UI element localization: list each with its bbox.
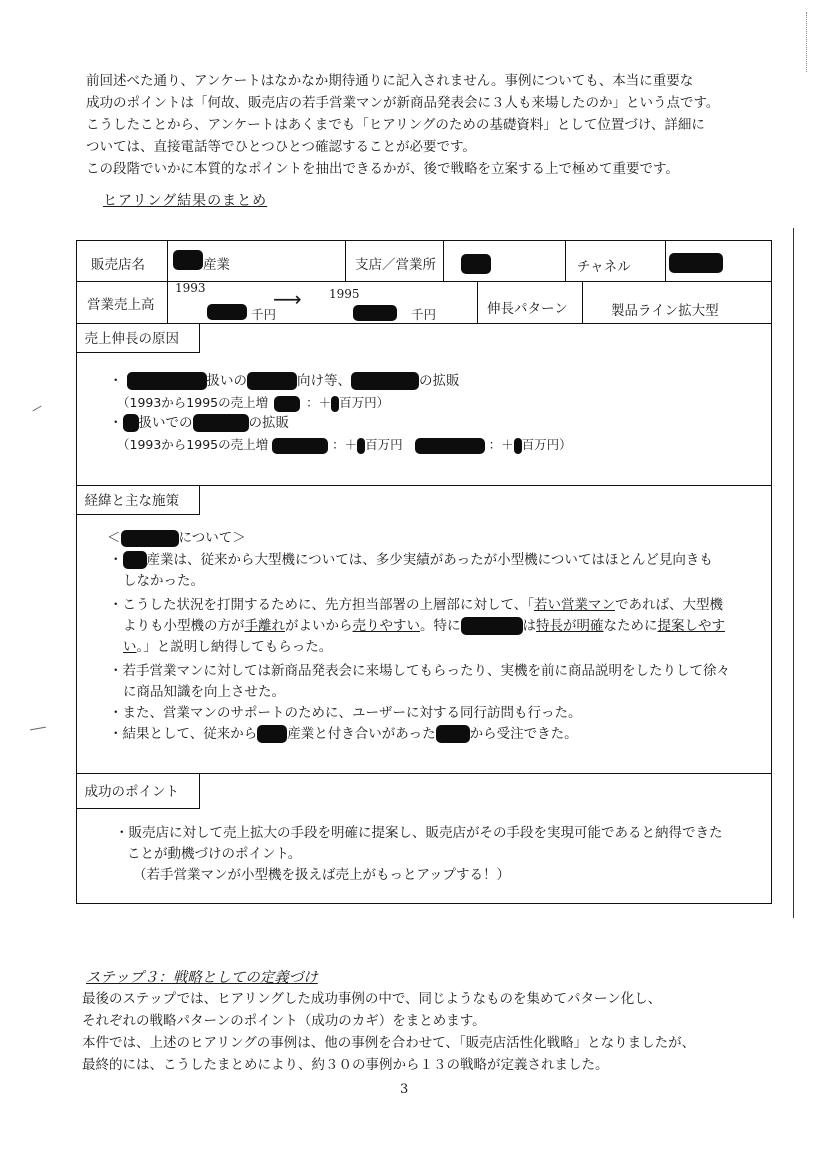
redaction xyxy=(514,438,522,454)
margin-mark xyxy=(32,406,41,412)
year-from: 1993 xyxy=(175,281,206,295)
cause-text: ：＋ xyxy=(332,437,358,452)
redaction xyxy=(436,725,470,743)
step-heading: ステップ３：戦略としての定義づけ xyxy=(86,970,318,986)
sales-label: 営業売上高 xyxy=(87,297,155,313)
divider xyxy=(477,281,478,323)
measures-text: ＜ xyxy=(107,530,121,546)
measures-label: 経緯と主な施策 xyxy=(76,485,200,515)
measures-text: ・こうした状況を打開するために、先方担当部署の上層部に対して、「 xyxy=(109,597,534,613)
divider xyxy=(167,241,168,281)
divider xyxy=(665,241,666,281)
cause-text: 百万円） xyxy=(339,395,390,410)
divider xyxy=(443,241,444,281)
cause-text: 扱いでの xyxy=(138,415,193,431)
measures-text: 売りやすい xyxy=(352,618,420,634)
measures-text: について＞ xyxy=(178,530,246,546)
redaction xyxy=(351,372,419,390)
cause-text: の拡販 xyxy=(248,415,289,431)
measures-text: 手離れ xyxy=(244,618,285,634)
measures-text: がよいから xyxy=(285,618,353,634)
store-name-label: 販売店名 xyxy=(91,257,145,273)
cause-text: （1993から1995の売上増 xyxy=(117,395,269,410)
redaction xyxy=(247,372,297,390)
measures-line xyxy=(123,616,725,637)
cause-line-2 xyxy=(117,392,389,413)
measures-text: 産業は、従来から大型機については、多少実績があったが小型機についてはほとんど見向きも xyxy=(146,552,713,568)
cause-text: （1993から1995の売上増 xyxy=(117,437,269,452)
redaction xyxy=(461,617,523,635)
measures-text: であれば、大型機 xyxy=(614,597,723,613)
measures-line: ・ 産業は、従来から大型機については、多少実績があったが小型機についてはほとんど見向きも xyxy=(109,552,713,568)
cause-text: 百万円） xyxy=(521,437,572,452)
redaction xyxy=(353,305,397,321)
measures-line: に商品知識を向上させた。 xyxy=(123,684,285,700)
cause-label: 売上伸長の原因 xyxy=(76,323,200,353)
hearing-summary-table xyxy=(76,240,772,904)
measures-text: 産業と付き合いがあった xyxy=(287,726,436,742)
success-line: （若手営業マンが小型機を扱えば売上がもっとアップする！） xyxy=(133,867,511,883)
measures-text: から受注できた。 xyxy=(469,726,578,742)
redaction xyxy=(123,551,147,569)
outro-paragraph xyxy=(82,988,695,1076)
redaction xyxy=(193,414,249,432)
redaction xyxy=(669,253,723,273)
measures-text: よりも小型機の方が xyxy=(123,618,245,634)
measures-text: は xyxy=(522,618,536,634)
redaction xyxy=(461,254,491,274)
page-number: 3 xyxy=(400,1082,409,1097)
intro-line: こうしたことから、アンケートはあくまでも「ヒアリングのための基礎資料」として位置づけ、詳細に xyxy=(86,117,705,133)
measures-about xyxy=(107,528,246,549)
growth-pattern-label: 伸長パターン xyxy=(487,301,568,317)
measures-text: 。」と説明し納得してもらった。 xyxy=(136,639,333,655)
measures-text: なために xyxy=(603,618,658,634)
outro-line: それぞれの戦略パターンのポイント（成功のカギ）をまとめます。 xyxy=(82,1013,486,1029)
channel-label: チャネル xyxy=(577,259,631,275)
measures-text: ・結果として、従来から xyxy=(109,726,258,742)
year-to: 1995 xyxy=(329,287,360,301)
measures-line xyxy=(123,637,332,658)
margin-mark xyxy=(30,727,46,731)
measures-text: い xyxy=(123,639,137,655)
measures-text: 特長が明確 xyxy=(536,618,604,634)
unit-from: 千円 xyxy=(251,307,277,322)
growth-pattern-value: 製品ライン拡大型 xyxy=(611,303,719,319)
measures-line xyxy=(109,724,578,745)
redaction xyxy=(357,438,365,454)
measures-text: 。特に xyxy=(420,618,461,634)
redaction xyxy=(272,438,328,454)
cause-text: ：＋ xyxy=(488,437,514,452)
divider xyxy=(345,241,346,281)
store-name-value: 産業 xyxy=(203,257,230,273)
arrow-right-icon: ⟶ xyxy=(273,287,302,311)
section-heading: ヒアリング結果のまとめ xyxy=(103,193,268,209)
cause-line-4 xyxy=(117,434,572,455)
intro-line: 成功のポイントは「何故、販売店の若手営業マンが新商品発表会に３人も来場したのか」という点です。 xyxy=(86,95,720,111)
measures-line xyxy=(109,595,723,616)
intro-paragraph xyxy=(86,70,776,180)
outro-line: 本件では、上述のヒアリングの事例は、他の事例を合わせて、「販売店活性化戦略」となりましたが、 xyxy=(82,1035,696,1051)
redaction xyxy=(127,372,207,390)
redaction xyxy=(415,438,485,454)
measures-line: しなかった。 xyxy=(123,573,204,589)
cause-text: ：＋ xyxy=(306,395,332,410)
redaction xyxy=(121,530,179,547)
outro-line: 最終的には、こうしたまとめにより、約３０の事例から１３の戦略が定義されました。 xyxy=(82,1057,609,1073)
scan-edge-line xyxy=(806,12,807,72)
divider xyxy=(582,281,583,323)
intro-line: ついては、直接電話等でひとつひとつ確認することが必要です。 xyxy=(86,139,476,155)
redaction xyxy=(123,414,139,432)
success-line: ・販売店に対して売上拡大の手段を明確に提案し、販売店がその手段を実現可能であると納得できた xyxy=(115,825,723,841)
redaction xyxy=(331,396,339,412)
success-label: 成功のポイント xyxy=(76,773,200,809)
intro-line: この段階でいかに本質的なポイントを抽出できるかが、後で戦略を立案する上で極めて重要です。 xyxy=(86,161,679,177)
cause-line-1: ・ 扱いの 向け等、 の拡販 xyxy=(109,373,460,389)
cause-text: の拡販 xyxy=(419,373,460,389)
success-line: ことが動機づけのポイント。 xyxy=(127,846,302,862)
measures-text: 若い営業マン xyxy=(533,597,615,613)
measures-text: 提案しやす xyxy=(657,618,725,634)
divider xyxy=(565,241,566,281)
redaction xyxy=(173,250,203,270)
branch-label: 支店／営業所 xyxy=(355,257,436,273)
unit-to: 千円 xyxy=(411,307,437,322)
cause-line-3: ・ 扱いでの の拡販 xyxy=(109,415,289,431)
outro-line: 最後のステップでは、ヒアリングした成功事例の中で、同じようなものを集めてパターン化し、 xyxy=(82,991,662,1007)
redaction xyxy=(207,304,247,320)
cause-text: 扱いの xyxy=(206,373,247,389)
redaction xyxy=(257,725,287,743)
cause-text: 百万円 xyxy=(365,437,403,452)
redaction xyxy=(274,396,300,412)
measures-line: ・また、営業マンのサポートのために、ユーザーに対する同行訪問も行った。 xyxy=(109,705,582,721)
cause-text: 向け等、 xyxy=(297,373,351,389)
measures-line: ・若手営業マンに対しては新商品発表会に来場してもらったり、実機を前に商品説明をしたりして徐々 xyxy=(109,663,730,679)
intro-line: 前回述べた通り、アンケートはなかなか期待通りに記入されません。事例についても、本当に重要な xyxy=(86,73,694,89)
scan-edge-line xyxy=(793,228,794,918)
divider xyxy=(167,281,168,323)
